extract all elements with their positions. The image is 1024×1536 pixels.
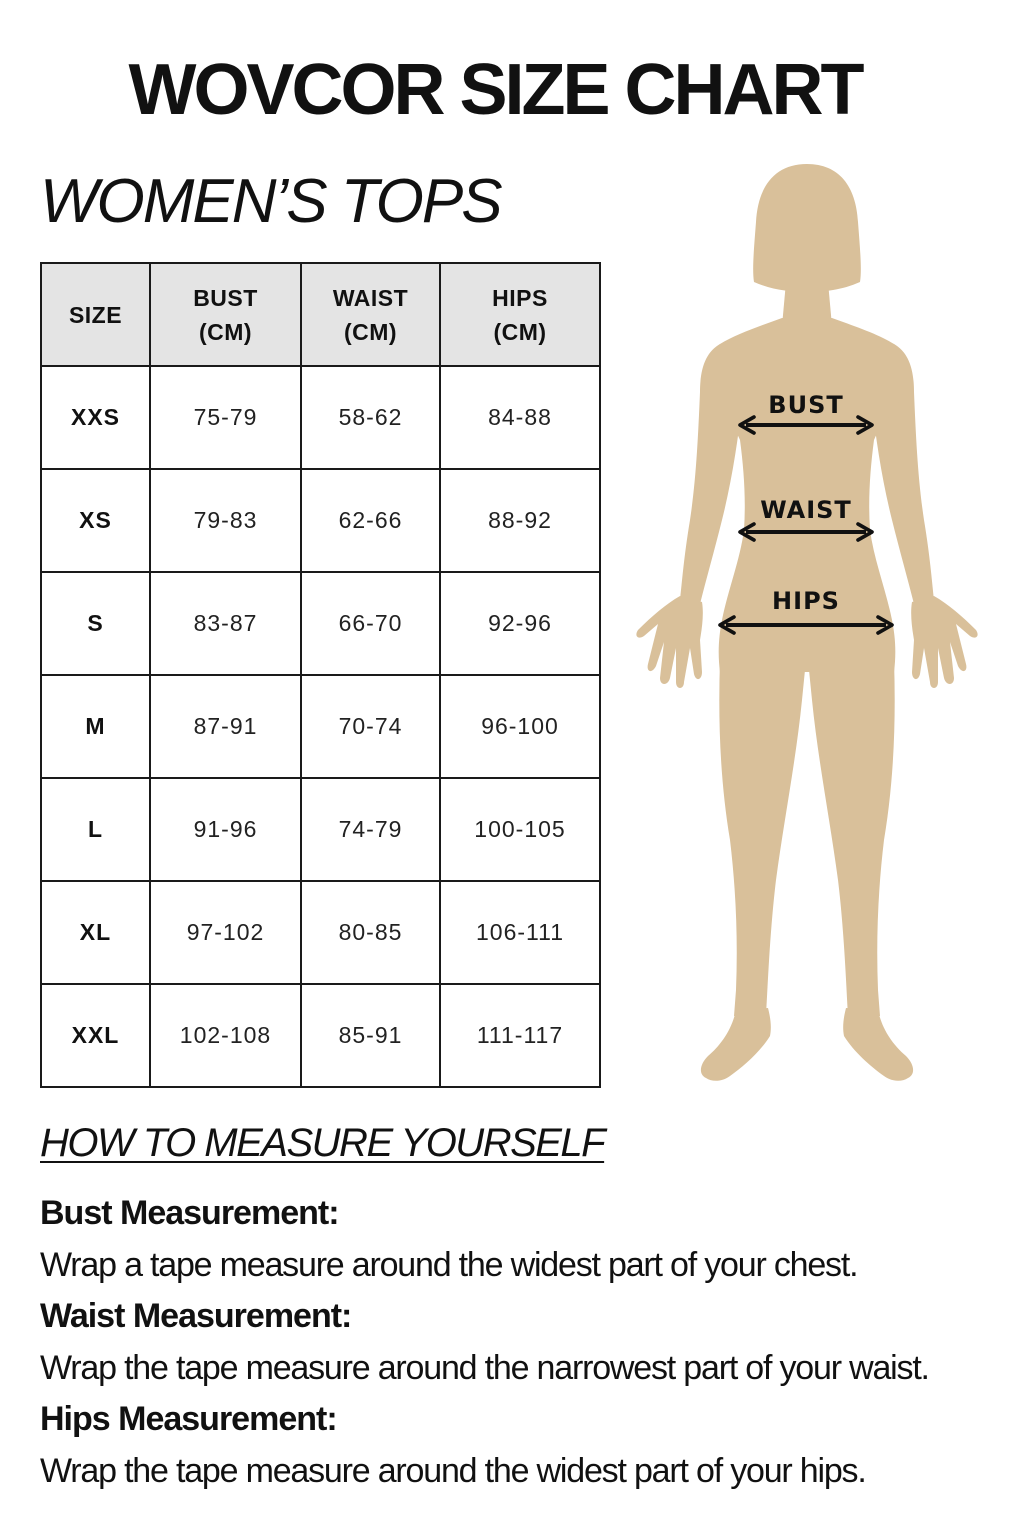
- size-cell: M: [41, 675, 150, 778]
- table-row: [41, 675, 600, 778]
- header-waist-unit: (CM): [343, 318, 398, 345]
- size-cell: XXL: [41, 984, 150, 1087]
- table-row: [41, 984, 600, 1087]
- waist-cell: 74-79: [301, 778, 440, 881]
- waist-cell: 85-91: [301, 984, 440, 1087]
- header-size-label: SIZE: [68, 301, 123, 328]
- waist-measurement-text: Wrap the tape measure around the narrowest part of your waist.: [40, 1349, 929, 1387]
- table-row: [41, 778, 600, 881]
- size-cell: S: [41, 572, 150, 675]
- table-row: [41, 572, 600, 675]
- waist-measurement-label: Waist Measurement:: [40, 1297, 352, 1335]
- table-row: [41, 881, 600, 984]
- figure-head: [753, 164, 861, 292]
- measure-instructions: [40, 1188, 1000, 1497]
- bust-cell: 91-96: [150, 778, 301, 881]
- waist-cell: 62-66: [301, 469, 440, 572]
- size-cell: XL: [41, 881, 150, 984]
- body-silhouette-icon: [620, 160, 990, 1090]
- bust-cell: 102-108: [150, 984, 301, 1087]
- table-header-row: [41, 263, 600, 366]
- hips-measurement-label: Hips Measurement:: [40, 1400, 337, 1438]
- header-hips: [440, 263, 600, 366]
- size-cell: L: [41, 778, 150, 881]
- bust-label: BUST: [768, 391, 844, 419]
- figure-left-hand: [636, 596, 702, 688]
- bust-cell: 97-102: [150, 881, 301, 984]
- hips-cell: 88-92: [440, 469, 600, 572]
- hips-measurement-text: Wrap the tape measure around the widest part of your hips.: [40, 1452, 866, 1490]
- bust-cell: 83-87: [150, 572, 301, 675]
- figure-right-leg: [808, 660, 895, 1016]
- hips-cell: 106-111: [440, 881, 600, 984]
- hips-cell: 111-117: [440, 984, 600, 1087]
- figure-left-foot: [701, 1008, 771, 1081]
- hips-label: HIPS: [772, 587, 840, 615]
- waist-cell: 70-74: [301, 675, 440, 778]
- header-bust: [150, 263, 301, 366]
- size-chart-table: [40, 262, 601, 1088]
- hips-cell: 84-88: [440, 366, 600, 469]
- waist-label: WAIST: [760, 496, 852, 524]
- page-title: WOVCOR SIZE CHART: [128, 50, 862, 130]
- header-hips-label: HIPS: [492, 284, 548, 311]
- header-size: [41, 263, 150, 366]
- measure-heading: HOW TO MEASURE YOURSELF: [40, 1121, 605, 1165]
- figure-body: [636, 164, 977, 1081]
- header-hips-unit: (CM): [493, 318, 547, 345]
- header-bust-unit: (CM): [198, 318, 253, 345]
- size-cell: XS: [41, 469, 150, 572]
- table-row: [41, 366, 600, 469]
- figure-left-leg: [719, 660, 806, 1016]
- bust-cell: 75-79: [150, 366, 301, 469]
- header-bust-label: BUST: [193, 284, 258, 311]
- figure-torso: [708, 318, 907, 672]
- bust-measurement-label: Bust Measurement:: [40, 1194, 339, 1232]
- waist-cell: 58-62: [301, 366, 440, 469]
- hips-cell: 96-100: [440, 675, 600, 778]
- bust-cell: 79-83: [150, 469, 301, 572]
- size-cell: XXS: [41, 366, 150, 469]
- section-subtitle: WOMEN’S TOPS: [40, 167, 501, 236]
- hips-cell: 92-96: [440, 572, 600, 675]
- hips-cell: 100-105: [440, 778, 600, 881]
- bust-cell: 87-91: [150, 675, 301, 778]
- header-waist: [301, 263, 440, 366]
- header-waist-label: WAIST: [332, 284, 409, 311]
- waist-cell: 66-70: [301, 572, 440, 675]
- waist-cell: 80-85: [301, 881, 440, 984]
- table-row: [41, 469, 600, 572]
- bust-measurement-text: Wrap a tape measure around the widest part of your chest.: [40, 1246, 858, 1284]
- figure-right-foot: [843, 1008, 913, 1081]
- figure-right-hand: [911, 596, 977, 688]
